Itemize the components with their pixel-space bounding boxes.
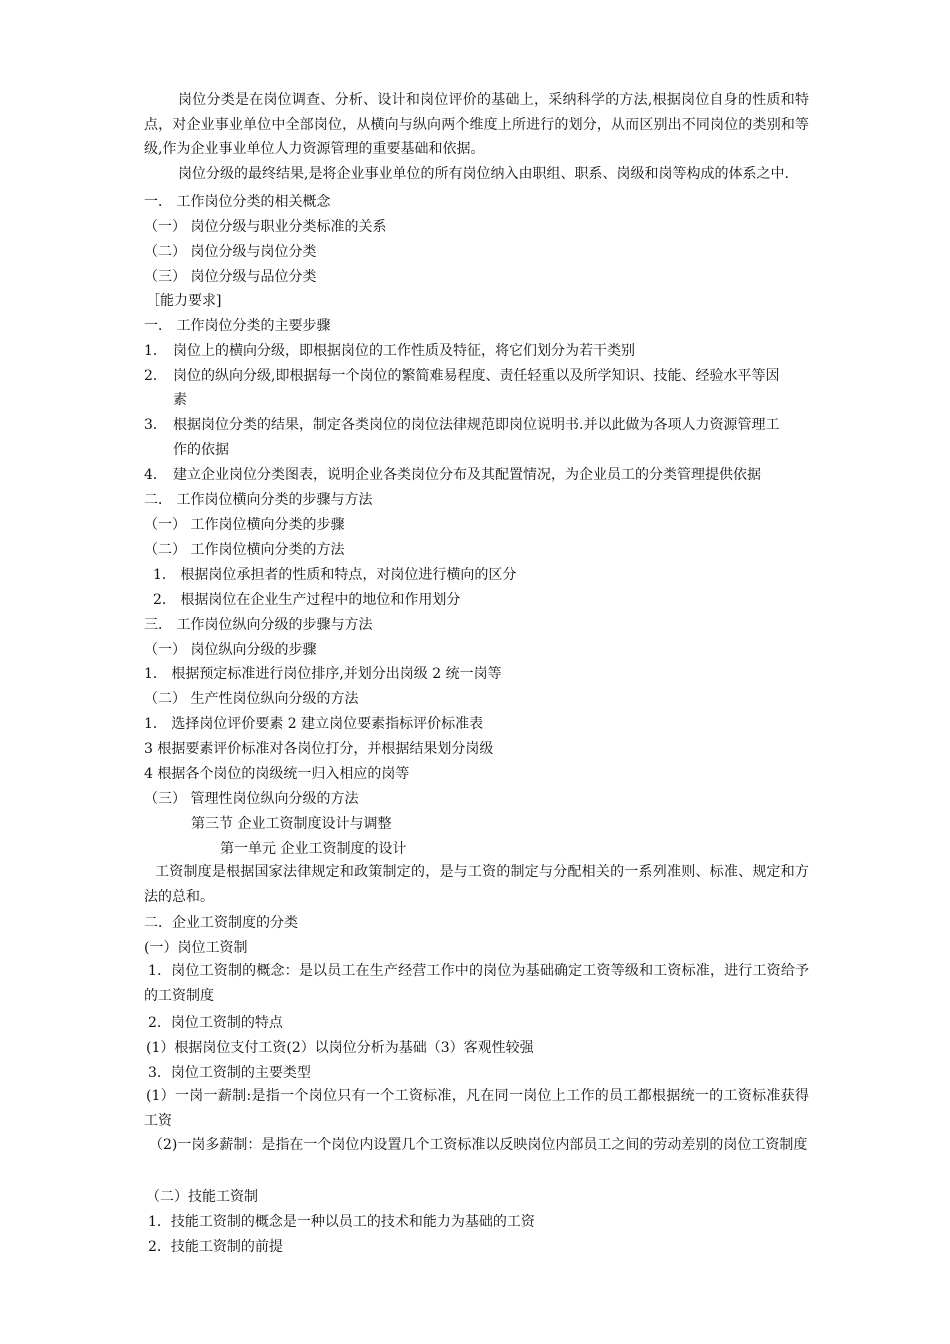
paragraph-post-grading-result: 岗位分级的最终结果,是将企业事业单位的所有岗位纳入由职组、职系、岗级和岗等构成的体系之中. [178, 166, 789, 182]
heading-vertical-steps-methods: 三． 工作岗位纵向分级的步骤与方法 [144, 617, 373, 633]
heading-horizontal-steps-methods: 二． 工作岗位横向分类的步骤与方法 [144, 492, 373, 508]
subheading-vertical-steps: （一） 岗位纵向分级的步骤 [144, 642, 317, 658]
list-item-job-description: 根据岗位分类的结果，制定各类岗位的岗位法律规范即岗位说明书.并以此做为各项人力资源管理工 [173, 417, 780, 433]
heading-main-steps: 一． 工作岗位分类的主要步骤 [144, 318, 331, 334]
subheading-production-methods: （二） 生产性岗位纵向分级的方法 [144, 691, 359, 707]
list-item-feature-points: (1）根据岗位支付工资(2）以岗位分析为基础（3）客观性较强 [146, 1040, 534, 1056]
list-item-post-wage-features: 2．岗位工资制的特点 [148, 1015, 283, 1031]
list-item-by-role: 2． 根据岗位在企业生产过程中的地位和作用划分 [153, 592, 461, 608]
list-item-by-nature: 1． 根据岗位承担者的性质和特点，对岗位进行横向的区分 [153, 567, 517, 583]
subheading-skill-wage: （二）技能工资制 [146, 1189, 258, 1205]
list-item-vertical-grading-cont: 素 [173, 392, 187, 408]
list-item-job-description-cont: 作的依据 [173, 442, 229, 458]
paragraph-post-classification-definition: 岗位分类是在岗位调查、分析、设计和岗位评价的基础上，采纳科学的方法,根据岗位自身的性质和特点，对企业事业单位中全部岗位，从横向与纵向两个维度上所进行的划分，从而区别出不同岗位的类别和等级,作为企业事业单位人力资源管理的重要基础和依据。 [144, 92, 809, 157]
paragraph-one-post-multi-salary: （2)一岗多薪制：是指在一个岗位内设置几个工资标准以反映岗位内部员工之间的劳动差别的岗位工资制度 [149, 1137, 808, 1153]
list-item-horizontal-grading: 岗位上的横向分级，即根据岗位的工作性质及特征，将它们划分为若干类别 [173, 343, 635, 359]
list-item-skill-wage-concept: 1．技能工资制的概念是一种以员工的技术和能力为基础的工资 [148, 1214, 535, 1230]
subheading-management-methods: （三） 管理性岗位纵向分级的方法 [144, 791, 359, 807]
list-number: 3． [144, 417, 167, 433]
list-item-classification-chart: 建立企业岗位分类图表，说明企业各类岗位分布及其配置情况，为企业员工的分类管理提供依据 [173, 467, 761, 483]
list-item-evaluation-factors: 1． 选择岗位评价要素 2 建立岗位要素指标评价标准表 [144, 716, 484, 732]
subheading-grading-vs-classification: （二） 岗位分级与岗位分类 [144, 244, 317, 260]
subheading-grading-vs-rank: （三） 岗位分级与品位分类 [144, 269, 317, 285]
unit-title: 第一单元 企业工资制度的设计 [220, 841, 407, 857]
list-item-scoring: 3 根据要素评价标准对各岗位打分，并根据结果划分岗级 [144, 741, 494, 757]
list-item-skill-wage-premise: 2．技能工资制的前提 [148, 1239, 283, 1255]
heading-ability-requirements: ［能力要求] [146, 293, 222, 309]
subheading-horizontal-steps: （一） 工作岗位横向分类的步骤 [144, 517, 345, 533]
paragraph-wage-system-definition: 工资制度是根据国家法律规定和政策制定的，是与工资的制定与分配相关的一系列准则、标准、规定和方法的总和。 [144, 864, 809, 905]
list-item-ranking: 1． 根据预定标准进行岗位排序,并划分出岗级 2 统一岗等 [144, 666, 502, 682]
list-number: 4． [144, 467, 167, 483]
heading-related-concepts: 一． 工作岗位分类的相关概念 [144, 194, 331, 210]
list-item-post-wage-types: 3．岗位工资制的主要类型 [148, 1065, 311, 1081]
heading-wage-system-types: 二．企业工资制度的分类 [144, 915, 298, 931]
list-number: 1． [144, 343, 167, 359]
list-item-vertical-grading: 岗位的纵向分级,即根据每一个岗位的繁简难易程度、责任轻重以及所学知识、技能、经验水平等因 [173, 368, 780, 384]
subheading-grading-vs-occupation: （一） 岗位分级与职业分类标准的关系 [144, 219, 387, 235]
section-title: 第三节 企业工资制度设计与调整 [191, 816, 392, 832]
paragraph-one-post-one-salary: (1）一岗一薪制:是指一个岗位只有一个工资标准，凡在同一岗位上工作的员工都根据统一的工资标准获得工资 [144, 1088, 809, 1129]
list-number: 2． [144, 368, 167, 384]
subheading-post-wage: (一）岗位工资制 [144, 940, 248, 956]
paragraph-post-wage-concept: 1．岗位工资制的概念：是以员工在生产经营工作中的岗位为基础确定工资等级和工资标准，进行工资给予的工资制度 [144, 963, 809, 1004]
list-item-grade-assignment: 4 根据各个岗位的岗级统一归入相应的岗等 [144, 766, 410, 782]
subheading-horizontal-methods: （二） 工作岗位横向分类的方法 [144, 542, 345, 558]
